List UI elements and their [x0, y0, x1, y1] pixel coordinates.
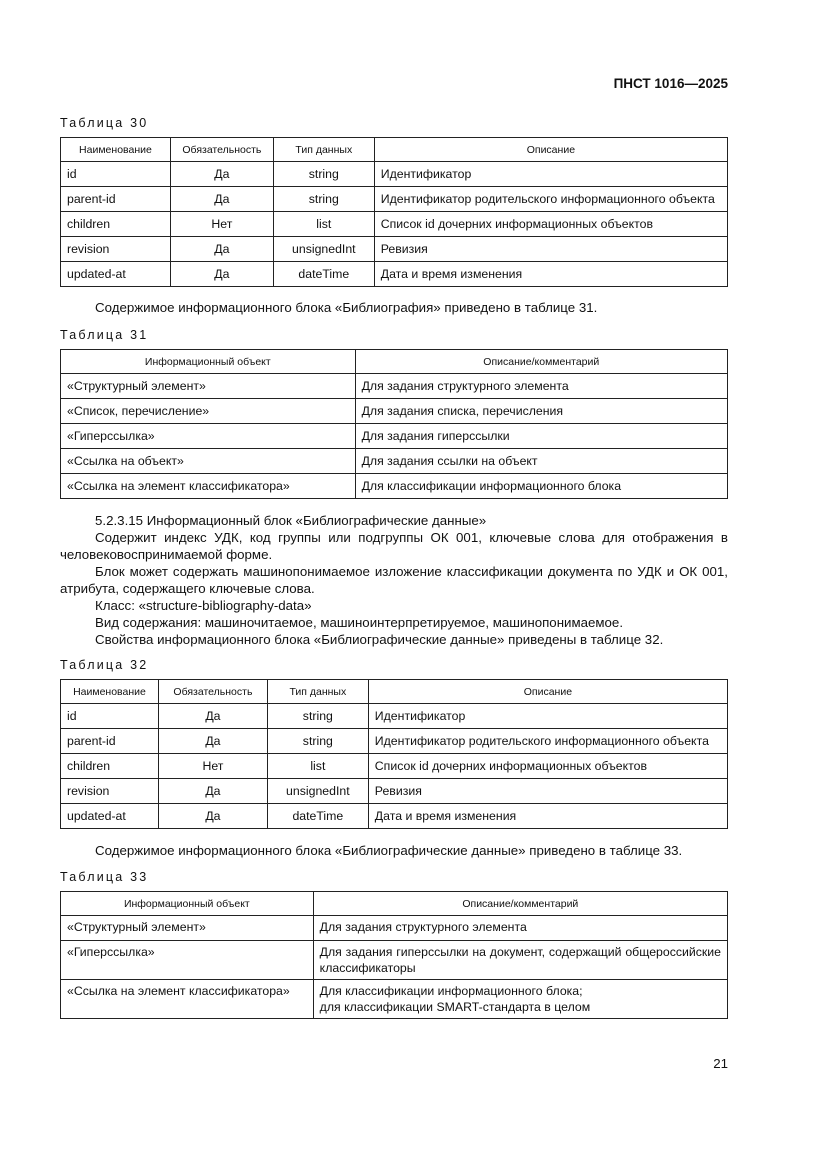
table-row: [61, 916, 728, 941]
table-cell: Да: [158, 804, 267, 829]
table-cell: Для задания списка, перечисления: [355, 399, 727, 424]
table-cell: revision: [61, 779, 159, 804]
column-header: Наименование: [61, 680, 159, 704]
column-header: Обязательность: [158, 680, 267, 704]
column-header: Описание: [374, 138, 727, 162]
table-row: [61, 399, 728, 424]
table-row: [61, 474, 728, 499]
table-cell: Да: [158, 704, 267, 729]
table-row: [61, 980, 728, 1019]
table-header-row: [61, 350, 728, 374]
table-row: [61, 162, 728, 187]
table-row: [61, 424, 728, 449]
table-cell: Да: [170, 237, 273, 262]
table-header-row: [61, 892, 728, 916]
table-cell: unsignedInt: [273, 237, 374, 262]
table-cell: Идентификатор: [374, 162, 727, 187]
section-heading: 5.2.3.15 Информационный блок «Библиографические данные»: [95, 513, 487, 528]
table-row: [61, 449, 728, 474]
table-row: [61, 212, 728, 237]
table-cell: id: [61, 704, 159, 729]
table-row: [61, 374, 728, 399]
table-cell: children: [61, 754, 159, 779]
table-cell: Дата и время изменения: [368, 804, 727, 829]
table-cell: Дата и время изменения: [374, 262, 727, 287]
table-header-row: [61, 138, 728, 162]
table-cell: list: [273, 212, 374, 237]
table-cell: Идентификатор: [368, 704, 727, 729]
table-cell: «Гиперссылка»: [61, 424, 356, 449]
paragraph: Блок может содержать машинопонимаемое изложение классификации документа по УДК и ОК 001, атрибута, содержащего ключевые слова.: [60, 564, 728, 596]
table-cell: Да: [170, 187, 273, 212]
table-cell: Нет: [170, 212, 273, 237]
table-32: [60, 679, 728, 829]
table-cell: Для задания гиперссылки: [355, 424, 727, 449]
table-cell: children: [61, 212, 171, 237]
table-row: [61, 779, 728, 804]
table-cell: Да: [170, 162, 273, 187]
table-cell: string: [267, 729, 368, 754]
table-cell: Нет: [158, 754, 267, 779]
table-cell: «Структурный элемент»: [61, 374, 356, 399]
page-number: 21: [713, 1056, 728, 1071]
table-cell: Для классификации информационного блока; для классификации SMART-стандарта в целом: [313, 980, 727, 1019]
column-header: Описание/комментарий: [313, 892, 727, 916]
column-header: Информационный объект: [61, 892, 314, 916]
column-header: Описание: [368, 680, 727, 704]
table-cell: parent-id: [61, 187, 171, 212]
table-cell: list: [267, 754, 368, 779]
table-cell: id: [61, 162, 171, 187]
column-header: Обязательность: [170, 138, 273, 162]
table-cell: «Ссылка на элемент классификатора»: [61, 474, 356, 499]
table-row: [61, 237, 728, 262]
table-cell: string: [273, 187, 374, 212]
table-row: [61, 941, 728, 980]
table-cell: Для задания структурного элемента: [313, 916, 727, 941]
table-cell: Ревизия: [374, 237, 727, 262]
table-31-caption: Таблица 31: [60, 328, 149, 342]
table-cell: revision: [61, 237, 171, 262]
table-cell: «Список, перечисление»: [61, 399, 356, 424]
paragraph: Вид содержания: машиночитаемое, машиноинтерпретируемое, машинопонимаемое.: [95, 615, 624, 630]
column-header: Тип данных: [267, 680, 368, 704]
table-cell: dateTime: [267, 804, 368, 829]
table-cell: Идентификатор родительского информационного объекта: [368, 729, 727, 754]
table-row: [61, 754, 728, 779]
table-cell: Да: [158, 779, 267, 804]
table-cell: unsignedInt: [267, 779, 368, 804]
table-cell: «Структурный элемент»: [61, 916, 314, 941]
paragraph-table-33-intro: Содержимое информационного блока «Библиографические данные» приведено в таблице 33.: [95, 843, 683, 858]
table-row: [61, 262, 728, 287]
table-30-caption: Таблица 30: [60, 116, 149, 130]
column-header: Тип данных: [273, 138, 374, 162]
table-row: [61, 187, 728, 212]
table-cell: updated-at: [61, 804, 159, 829]
table-row: [61, 704, 728, 729]
table-cell: string: [267, 704, 368, 729]
table-cell: string: [273, 162, 374, 187]
paragraph: Содержит индекс УДК, код группы или подгруппы ОК 001, ключевые слова для отображения в человековоспринимаемой форме.: [60, 530, 728, 562]
table-cell: Да: [170, 262, 273, 287]
column-header: Описание/комментарий: [355, 350, 727, 374]
section-5-2-3-15: [60, 512, 728, 648]
table-cell: dateTime: [273, 262, 374, 287]
table-row: [61, 729, 728, 754]
table-33: [60, 891, 728, 1019]
table-cell: «Ссылка на элемент классификатора»: [61, 980, 314, 1019]
document-id: ПНСТ 1016—2025: [613, 76, 728, 91]
column-header: Наименование: [61, 138, 171, 162]
table-33-caption: Таблица 33: [60, 870, 149, 884]
table-header-row: [61, 680, 728, 704]
paragraph-table-31-intro: Содержимое информационного блока «Библиография» приведено в таблице 31.: [95, 300, 598, 315]
table-cell: Для задания структурного элемента: [355, 374, 727, 399]
table-cell: updated-at: [61, 262, 171, 287]
table-32-caption: Таблица 32: [60, 658, 149, 672]
table-30: [60, 137, 728, 287]
table-31: [60, 349, 728, 499]
column-header: Информационный объект: [61, 350, 356, 374]
paragraph: Класс: «structure-bibliography-data»: [95, 598, 312, 613]
paragraph: Свойства информационного блока «Библиографические данные» приведены в таблице 32.: [95, 632, 664, 647]
table-cell: Ревизия: [368, 779, 727, 804]
table-cell: Список id дочерних информационных объектов: [368, 754, 727, 779]
table-cell: parent-id: [61, 729, 159, 754]
table-cell: Да: [158, 729, 267, 754]
table-cell: Для задания ссылки на объект: [355, 449, 727, 474]
table-cell: Список id дочерних информационных объектов: [374, 212, 727, 237]
table-row: [61, 804, 728, 829]
table-cell: Для классификации информационного блока: [355, 474, 727, 499]
table-cell: Для задания гиперссылки на документ, содержащий общероссийские классификаторы: [313, 941, 727, 980]
table-cell: «Гиперссылка»: [61, 941, 314, 980]
table-cell: Идентификатор родительского информационного объекта: [374, 187, 727, 212]
table-cell: «Ссылка на объект»: [61, 449, 356, 474]
